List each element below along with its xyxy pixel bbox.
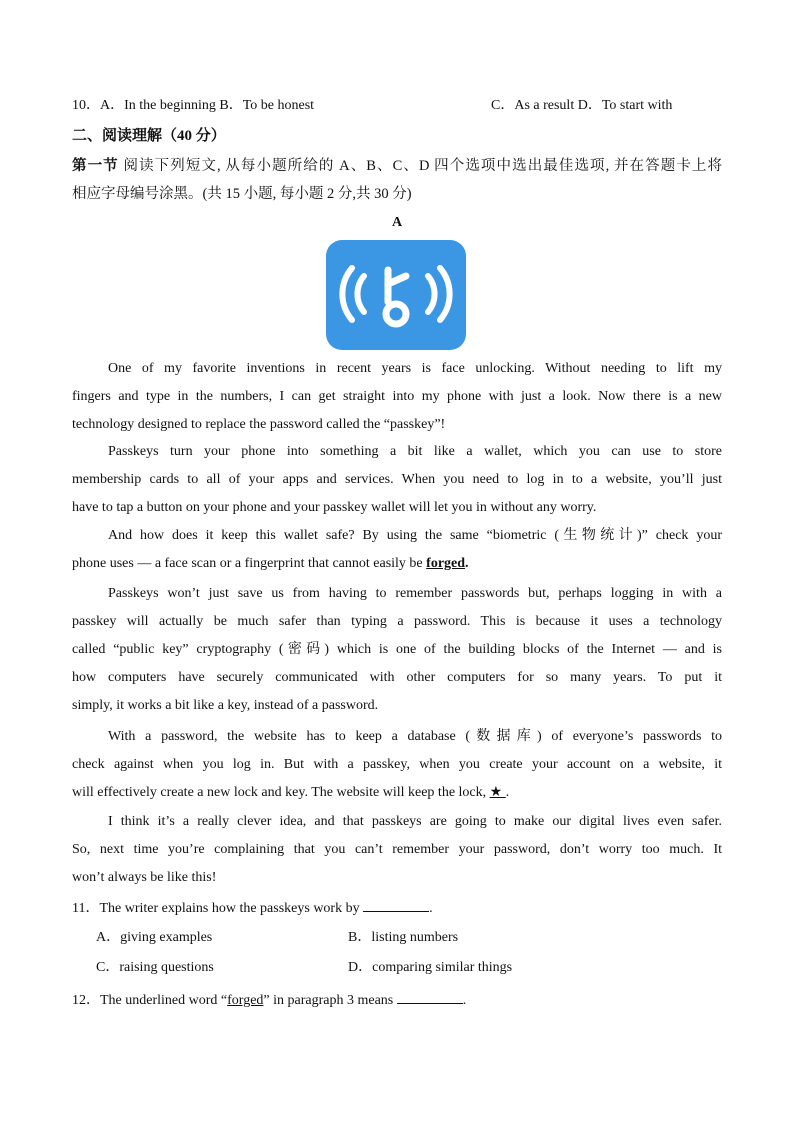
paragraph-line: I think it’s a really clever idea, and that passkeys are going to make our digital lives even safer. [108, 814, 722, 829]
paragraph-line: passkey will actually be much safer than typing a password. This is because it uses a technology [72, 614, 722, 629]
underlined-word-forged: forged [426, 556, 466, 571]
paragraph-5 [72, 723, 722, 807]
paragraph-line: membership cards to all of your apps and services. When you need to log in to a website, you’ll just [72, 472, 722, 487]
logo-background [326, 240, 466, 350]
answer-blank[interactable] [397, 989, 463, 1004]
q12-underlined-word: forged [227, 993, 264, 1008]
paragraph-line: Passkeys turn your phone into something a bit like a wallet, which you can use to store [108, 444, 722, 459]
section-title: 二、阅读理解（40 分） [72, 128, 226, 144]
answer-blank[interactable] [363, 897, 429, 912]
paragraph-punct: . [505, 785, 510, 800]
paragraph-line: called “public key” cryptography (密码) which is one of the building blocks of the Internet — and is [72, 642, 722, 657]
paragraph-text: phone uses — a face scan or a fingerprint that cannot easily be [72, 556, 427, 571]
paragraph-line: And how does it keep this wallet safe? By using the same “biometric (生物统计)” check your [108, 528, 722, 543]
paragraph-punct: . [465, 556, 469, 571]
q12-stem-end: . [462, 993, 467, 1008]
paragraph-line [72, 550, 722, 578]
paragraph-line: Passkeys won’t just save us from having to remember passwords but, perhaps logging in with a [108, 586, 722, 601]
question-10 [72, 96, 722, 116]
paragraph-text: will effectively create a new lock and key. The website will keep the lock, [72, 785, 490, 800]
paragraph-line: how computers have securely communicated with other computers for so many years. To put it [72, 670, 722, 685]
paragraph-4 [72, 580, 722, 720]
q11-option-a[interactable]: A．giving examples [96, 930, 213, 945]
q11-stem-text: 11．The writer explains how the passkeys work by [72, 901, 360, 916]
question-12-stem [72, 989, 466, 1011]
paragraph-2 [72, 438, 722, 522]
q10-options-left: 10．A．In the beginning B．To be honest [72, 98, 315, 113]
paragraph-line [72, 779, 722, 807]
q11-option-c[interactable]: C．raising questions [96, 960, 214, 975]
paragraph-3 [72, 522, 722, 578]
paragraph-1 [72, 355, 722, 439]
star-blank: ★ [489, 785, 506, 800]
paragraph-line: fingers and type in the numbers, I can get straight into my phone with just a look. Now there is a new [72, 389, 722, 404]
instructions-text-1: 阅读下列短文, 从每小题所给的 A、B、C、D 四个选项中选出最佳选项, 并在答题卡上将 [118, 158, 722, 174]
paragraph-line: With a password, the website has to keep a database (数据库) of everyone’s passwords to [108, 729, 722, 744]
paragraph-line: check against when you log in. But with a passkey, when you create your account on a website, it [72, 757, 722, 772]
q12-stem-mid: ” in paragraph 3 means [263, 993, 397, 1008]
instructions-label: 第一节 [72, 158, 119, 174]
paragraph-line: So, next time you’re complaining that you can’t remember your password, don’t worry too much. It [72, 842, 722, 857]
q11-option-d[interactable]: D．comparing similar things [348, 960, 513, 975]
paragraph-line: technology designed to replace the password called the “passkey”! [72, 417, 446, 432]
paragraph-6 [72, 808, 722, 892]
question-11-stem [72, 897, 433, 919]
paragraph-line: won’t always be like this! [72, 870, 217, 885]
passage-label: A [391, 215, 403, 230]
instructions-line-1 [72, 156, 722, 176]
q10-options-right: C．As a result D．To start with [491, 98, 673, 113]
paragraph-line: have to tap a button on your phone and your passkey wallet will let you in without any worry. [72, 500, 597, 515]
q11-option-b[interactable]: B．listing numbers [348, 930, 459, 945]
q12-stem-text: 12．The underlined word “ [72, 993, 228, 1008]
paragraph-line: simply, it works a bit like a key, instead of a password. [72, 698, 379, 713]
instructions-line-2: 相应字母编号涂黑。(共 15 小题, 每小题 2 分,共 30 分) [72, 186, 412, 202]
wifi-key-app-logo [326, 240, 466, 350]
paragraph-line: One of my favorite inventions in recent years is face unlocking. Without needing to lift my [108, 361, 722, 376]
q11-stem-end: . [429, 901, 433, 916]
